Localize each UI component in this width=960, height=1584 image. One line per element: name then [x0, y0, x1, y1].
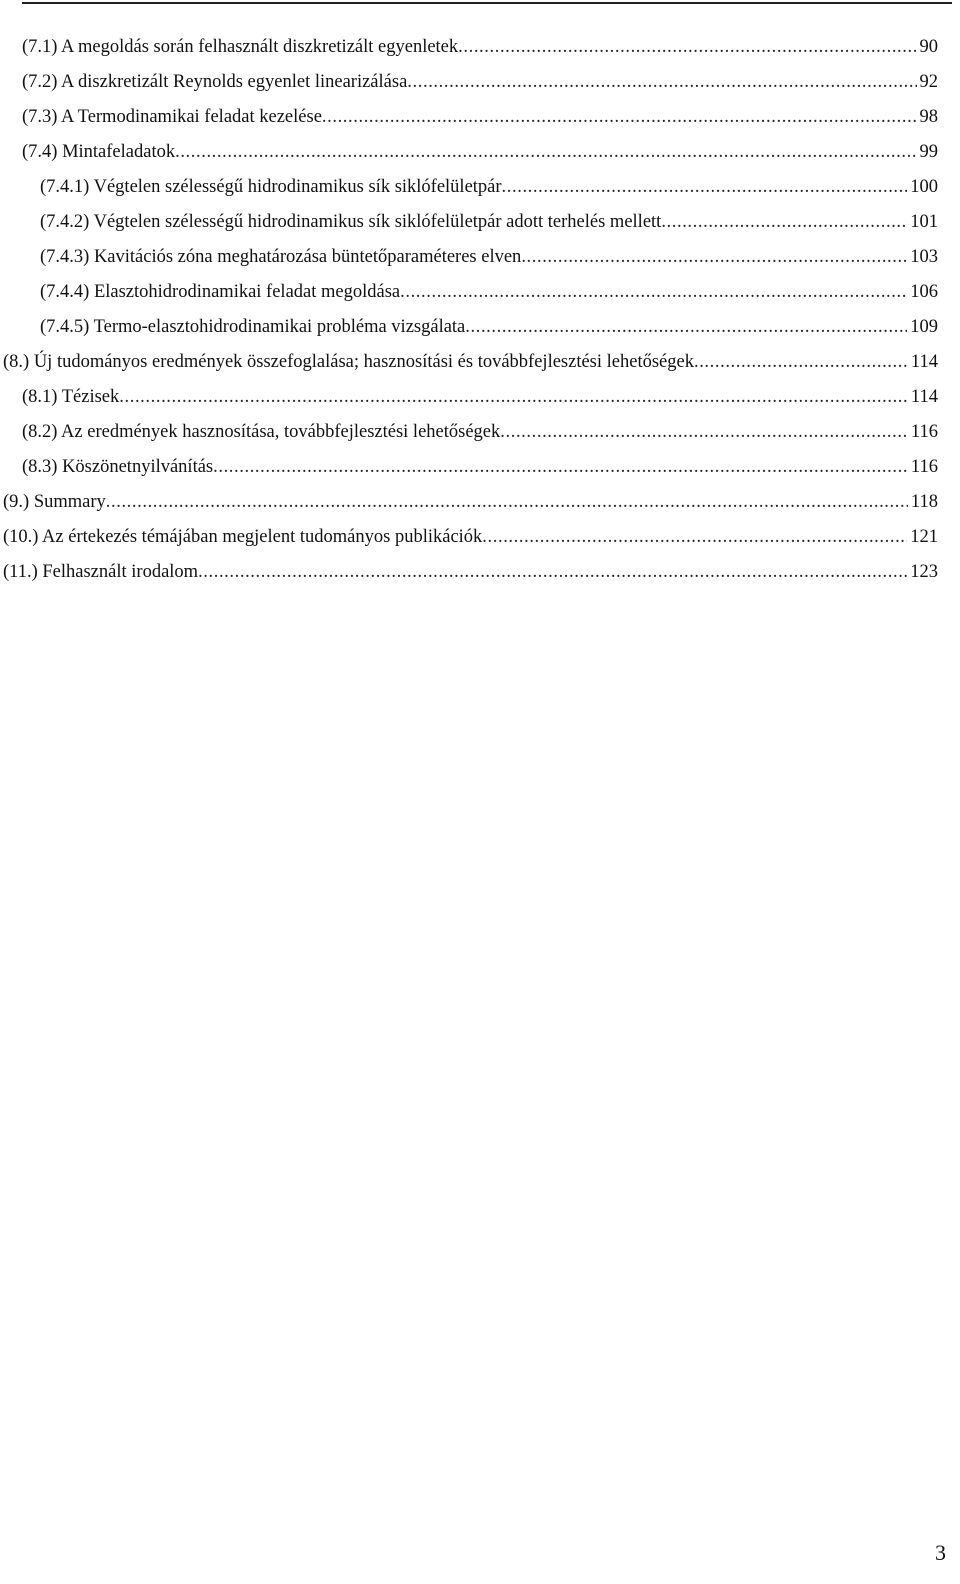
toc-leader	[458, 32, 916, 62]
toc-entry-title: (7.4) Mintafeladatok	[22, 142, 176, 162]
toc-entry-page: 114	[910, 387, 938, 407]
toc-entry[interactable]	[3, 522, 938, 552]
toc-entry-page: 106	[910, 282, 938, 302]
toc-entry-page: 116	[910, 457, 938, 477]
toc-entry[interactable]	[22, 67, 938, 97]
toc-leader	[119, 382, 908, 412]
toc-entry-page: 92	[919, 72, 938, 92]
toc-entry[interactable]	[22, 32, 938, 62]
toc-entry-title: (8.1) Tézisek	[22, 387, 120, 407]
toc-entry-page: 99	[919, 142, 938, 162]
toc-leader	[198, 557, 907, 587]
toc-leader	[661, 207, 907, 237]
toc-entry-page: 123	[910, 562, 938, 582]
toc-entry-title: (10.) Az értekezés témájában megjelent tudományos publikációk	[3, 527, 483, 547]
toc-entry-page: 116	[910, 422, 938, 442]
toc-leader	[482, 522, 907, 552]
toc-entry[interactable]	[40, 207, 938, 237]
toc-entry-title: (7.4.2) Végtelen szélességű hidrodinamikus sík siklófelületpár adott terhelés mellett	[40, 212, 662, 232]
toc-entry-title: (7.3) A Termodinamikai feladat kezelése	[22, 107, 322, 127]
toc-entry-page: 101	[910, 212, 938, 232]
toc-entry-page: 90	[919, 37, 938, 57]
toc-entry[interactable]	[40, 172, 938, 202]
toc-entry[interactable]	[22, 382, 938, 412]
toc-entry[interactable]	[22, 102, 938, 132]
toc-entry[interactable]	[40, 277, 938, 307]
toc-entry-page: 118	[910, 492, 938, 512]
page-number: 3	[935, 1540, 946, 1565]
toc-leader	[175, 137, 916, 167]
toc-entry[interactable]	[3, 347, 938, 377]
toc-entry-page: 98	[919, 107, 938, 127]
toc-entry[interactable]	[3, 487, 938, 517]
toc-entry-title: (7.2) A diszkretizált Reynolds egyenlet linearizálása	[22, 72, 408, 92]
toc-entry-title: (8.2) Az eredmények hasznosítása, továbbfejlesztési lehetőségek	[22, 422, 501, 442]
toc-leader	[500, 417, 908, 447]
toc-entry[interactable]	[3, 557, 938, 587]
toc-leader	[407, 67, 916, 97]
toc-entry-page: 114	[910, 352, 938, 372]
toc-entry-title: (7.4.3) Kavitációs zóna meghatározása büntetőparaméteres elven	[40, 247, 522, 267]
toc-leader	[502, 172, 908, 202]
toc-entry-title: (9.) Summary	[3, 492, 106, 512]
toc-entry-page: 109	[910, 317, 938, 337]
toc-entry[interactable]	[40, 242, 938, 272]
toc-entry-page: 121	[910, 527, 938, 547]
top-rule	[22, 2, 952, 4]
toc-entry-title: (8.3) Köszönetnyilvánítás	[22, 457, 214, 477]
toc-leader	[521, 242, 907, 272]
toc-entry-page: 103	[910, 247, 938, 267]
toc-entry-title: (7.4.5) Termo-elasztohidrodinamikai probléma vizsgálata	[40, 317, 466, 337]
toc-entry[interactable]	[40, 312, 938, 342]
toc-entry-page: 100	[910, 177, 938, 197]
toc-entry-title: (7.4.1) Végtelen szélességű hidrodinamikus sík siklófelületpár	[40, 177, 502, 197]
toc-entry-title: (7.4.4) Elasztohidrodinamikai feladat megoldása	[40, 282, 401, 302]
toc-leader	[465, 312, 907, 342]
toc-leader	[694, 347, 908, 377]
toc-leader	[106, 487, 908, 517]
toc-entry-title: (7.1) A megoldás során felhasznált diszkretizált egyenletek	[22, 37, 459, 57]
toc-entry-title: (11.) Felhasznált irodalom	[3, 562, 199, 582]
toc-leader	[322, 102, 917, 132]
toc-entry-title: (8.) Új tudományos eredmények összefoglalása; hasznosítási és továbbfejlesztési lehetőségek	[3, 352, 694, 372]
toc-entry[interactable]	[22, 137, 938, 167]
toc-leader	[213, 452, 908, 482]
toc-leader	[400, 277, 907, 307]
toc-entry[interactable]	[22, 452, 938, 482]
toc-entry[interactable]	[22, 417, 938, 447]
